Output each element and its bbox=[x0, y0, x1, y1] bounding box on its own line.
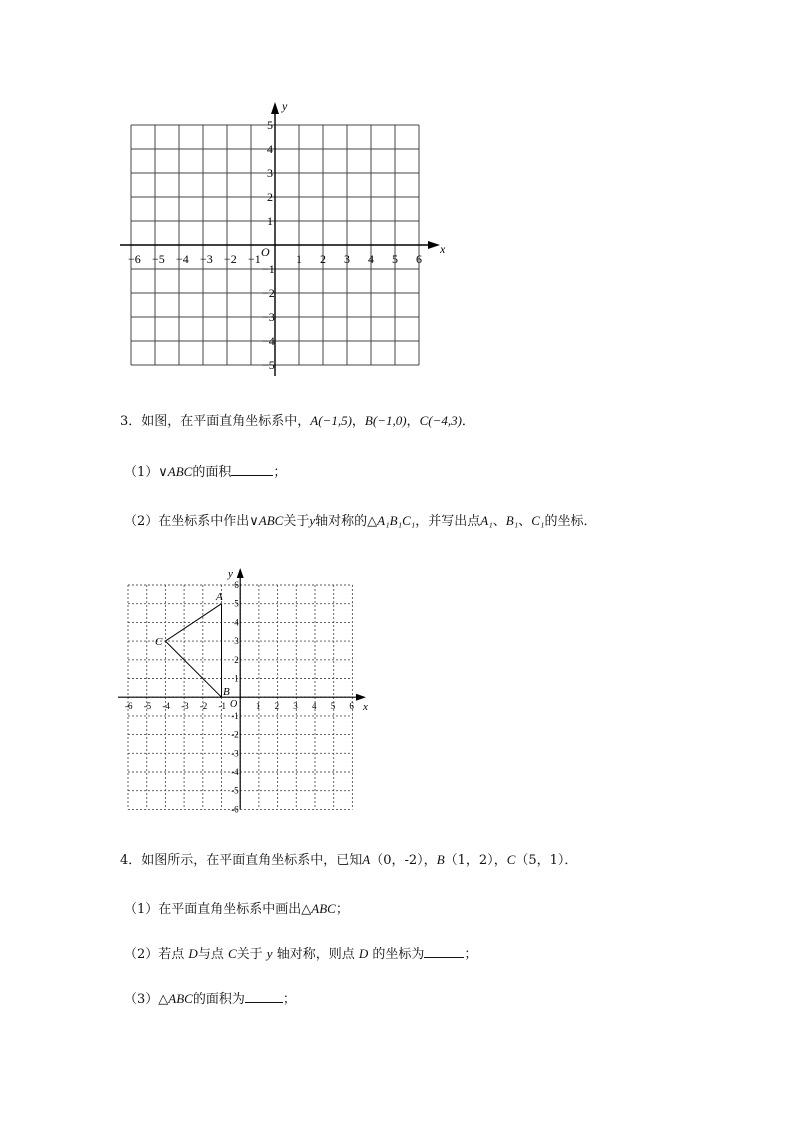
q4-part2-text-c: 关于 bbox=[236, 947, 263, 962]
q3-stem-text: 3．如图，在平面直角坐标系中， bbox=[120, 414, 311, 429]
q3-part2-text-c: 轴对称的 bbox=[315, 514, 368, 529]
y-tick-label: −1 bbox=[262, 262, 275, 276]
x-tick-label: −4 bbox=[176, 252, 189, 266]
x-tick-label: −2 bbox=[224, 252, 237, 266]
x-tick-label: 3 bbox=[293, 701, 298, 712]
q3-part2-axis: y bbox=[309, 513, 316, 528]
q3-part2-dun-2: 、 bbox=[518, 514, 532, 529]
y-axis-arrow-icon bbox=[271, 102, 279, 114]
x-tick-label: 1 bbox=[296, 252, 302, 266]
q3-part2-text-b: 关于 bbox=[283, 514, 310, 529]
q4-part2-text-d: 轴对称，则点 bbox=[276, 947, 355, 962]
q4-part2-point-d: D bbox=[188, 946, 198, 961]
y-tick-label: 3 bbox=[267, 166, 273, 180]
x-axis-arrow-icon bbox=[356, 694, 366, 701]
x-tick-label: 4 bbox=[312, 701, 317, 712]
q4-part2-text-e: 的坐标为 bbox=[372, 947, 425, 962]
q4-part2-text-b: 与点 bbox=[197, 947, 224, 962]
y-tick-label: -2 bbox=[231, 729, 239, 740]
q3-part1-answer-blank[interactable] bbox=[231, 463, 273, 476]
y-tick-label: 5 bbox=[234, 598, 239, 609]
y-tick-label: −4 bbox=[262, 334, 275, 348]
grid-2-lines bbox=[118, 568, 366, 809]
y-tick-label: 4 bbox=[267, 142, 273, 156]
x-axis-arrow-icon bbox=[428, 241, 440, 249]
q3-part2 bbox=[124, 512, 596, 531]
vertex-c-label: C bbox=[155, 636, 163, 648]
q4-part2-text-a: （2）若点 bbox=[124, 947, 185, 962]
y-tick-label: 2 bbox=[267, 190, 273, 204]
q4-part1-text: （1）在平面直角坐标系中画出 bbox=[124, 902, 302, 917]
x-tick-label: -3 bbox=[181, 701, 189, 712]
q3-part2-triangle-1: △A₁B₁C₁ bbox=[367, 513, 416, 528]
x-tick-label: −3 bbox=[200, 252, 213, 266]
x-tick-label: -1 bbox=[218, 701, 226, 712]
q4-part3-text: 的面积为 bbox=[192, 992, 245, 1007]
y-tick-label: -3 bbox=[231, 748, 239, 759]
grid-1-lines bbox=[120, 102, 440, 376]
q4-part1-end: ； bbox=[335, 902, 349, 917]
q4-coord-a: （0，-2） bbox=[370, 853, 424, 868]
q4-part3-end: ； bbox=[282, 992, 296, 1007]
q4-sep-1: ， bbox=[423, 853, 437, 868]
x-tick-label: -4 bbox=[162, 701, 170, 712]
x-tick-label: -2 bbox=[199, 701, 208, 712]
y-axis-arrow-icon bbox=[237, 568, 244, 578]
coordinate-grid-2 bbox=[112, 562, 382, 820]
x-tick-label: 2 bbox=[274, 701, 280, 712]
q4-part2-end: ； bbox=[464, 947, 478, 962]
q4-part1-triangle: △ABC bbox=[301, 901, 336, 916]
grid-1-y-axis-label: y bbox=[282, 99, 288, 113]
q4-part3-number: （3） bbox=[124, 992, 159, 1007]
x-tick-label: 2 bbox=[320, 252, 326, 266]
q4-part3-triangle: △ABC bbox=[158, 991, 193, 1006]
q4-stem bbox=[120, 851, 577, 870]
y-tick-label: −3 bbox=[262, 310, 275, 324]
q4-part3-answer-blank[interactable] bbox=[245, 990, 283, 1003]
y-tick-label: -6 bbox=[231, 804, 239, 815]
vertex-a-label: A bbox=[216, 591, 223, 603]
q3-part1-text: 的面积 bbox=[192, 465, 232, 480]
y-tick-label: 1 bbox=[267, 214, 273, 228]
q3-point-c: C(−4,3) bbox=[419, 413, 462, 428]
q3-part2-text-d: ，并写出点 bbox=[415, 514, 481, 529]
y-tick-label: -4 bbox=[231, 767, 239, 777]
q3-part2-text-e: 的坐标． bbox=[544, 514, 597, 529]
q4-end: ． bbox=[564, 853, 578, 868]
segment-cb bbox=[165, 641, 221, 697]
y-tick-label: 6 bbox=[234, 580, 239, 590]
q4-point-a: A bbox=[362, 852, 371, 867]
q3-part1 bbox=[124, 463, 286, 482]
q4-stem-text: 4．如图所示，在平面直角坐标系中，已知 bbox=[120, 853, 363, 868]
q4-point-b: B bbox=[436, 852, 445, 867]
q4-sep-2: ， bbox=[493, 853, 507, 868]
q3-part2-point-a1: A₁ bbox=[480, 513, 493, 528]
q3-part2-dun-1: 、 bbox=[492, 514, 506, 529]
q4-part1 bbox=[124, 900, 349, 919]
x-tick-label: 1 bbox=[255, 701, 261, 712]
q4-part3 bbox=[124, 990, 296, 1009]
y-tick-label: 2 bbox=[234, 654, 239, 665]
x-tick-label: 6 bbox=[416, 252, 422, 266]
x-tick-label: 5 bbox=[330, 701, 336, 712]
q3-end: ． bbox=[461, 414, 475, 429]
q3-part2-text-a: （2）在坐标系中作出 bbox=[124, 514, 250, 529]
y-tick-label: −5 bbox=[262, 358, 275, 372]
q4-part2-axis: y bbox=[266, 946, 273, 961]
x-tick-label: 6 bbox=[349, 701, 354, 712]
q3-point-b: B(−1,0) bbox=[364, 413, 407, 428]
q3-sep-2: ， bbox=[406, 414, 420, 429]
q4-coord-c: （5，1） bbox=[515, 853, 565, 868]
vertex-b-label: B bbox=[223, 686, 230, 698]
y-tick-label: 5 bbox=[267, 118, 273, 132]
x-tick-label: -6 bbox=[125, 701, 133, 712]
q3-part1-end: ； bbox=[273, 465, 287, 480]
y-tick-label: 3 bbox=[234, 636, 239, 647]
y-tick-label: -1 bbox=[231, 710, 239, 721]
q4-point-c: C bbox=[506, 852, 516, 867]
triangle-abc bbox=[165, 604, 221, 698]
x-tick-label: −5 bbox=[152, 252, 165, 266]
x-tick-label: 5 bbox=[392, 252, 398, 266]
q4-part2 bbox=[124, 945, 477, 964]
q3-part1-number: （1） bbox=[124, 465, 159, 480]
coordinate-grid-1 bbox=[110, 98, 460, 383]
x-tick-label: 3 bbox=[344, 252, 350, 266]
q3-part2-point-c1: C₁ bbox=[531, 513, 545, 528]
grid-1-origin-label: O bbox=[261, 245, 270, 259]
grid-2-y-axis-label: y bbox=[228, 568, 233, 580]
y-tick-label: -5 bbox=[231, 785, 239, 796]
x-tick-label: 4 bbox=[368, 252, 374, 266]
y-tick-label: 4 bbox=[234, 617, 239, 628]
grid-1-x-axis-label: x bbox=[440, 242, 446, 256]
q3-part2-triangle: ∨ABC bbox=[249, 513, 284, 528]
y-tick-label: 1 bbox=[234, 673, 239, 684]
q3-sep-1: ， bbox=[351, 414, 365, 429]
x-tick-label: −1 bbox=[248, 252, 261, 266]
q4-part2-point-d-2: D bbox=[358, 946, 369, 961]
q3-part1-triangle: ∨ABC bbox=[158, 464, 193, 479]
x-tick-label: −6 bbox=[128, 252, 141, 266]
q4-part2-answer-blank[interactable] bbox=[424, 945, 464, 958]
grid-2-origin-label: O bbox=[230, 699, 238, 710]
q4-coord-b: （1，2） bbox=[444, 853, 494, 868]
x-tick-label: -5 bbox=[143, 701, 152, 712]
q3-stem bbox=[120, 412, 475, 431]
grid-2-x-axis-label: x bbox=[363, 701, 368, 713]
q4-part2-point-c: C bbox=[227, 946, 237, 961]
y-tick-label: −2 bbox=[262, 286, 275, 300]
q3-point-a: A(−1,5) bbox=[310, 413, 352, 428]
q3-part2-point-b1: B₁ bbox=[505, 513, 519, 528]
